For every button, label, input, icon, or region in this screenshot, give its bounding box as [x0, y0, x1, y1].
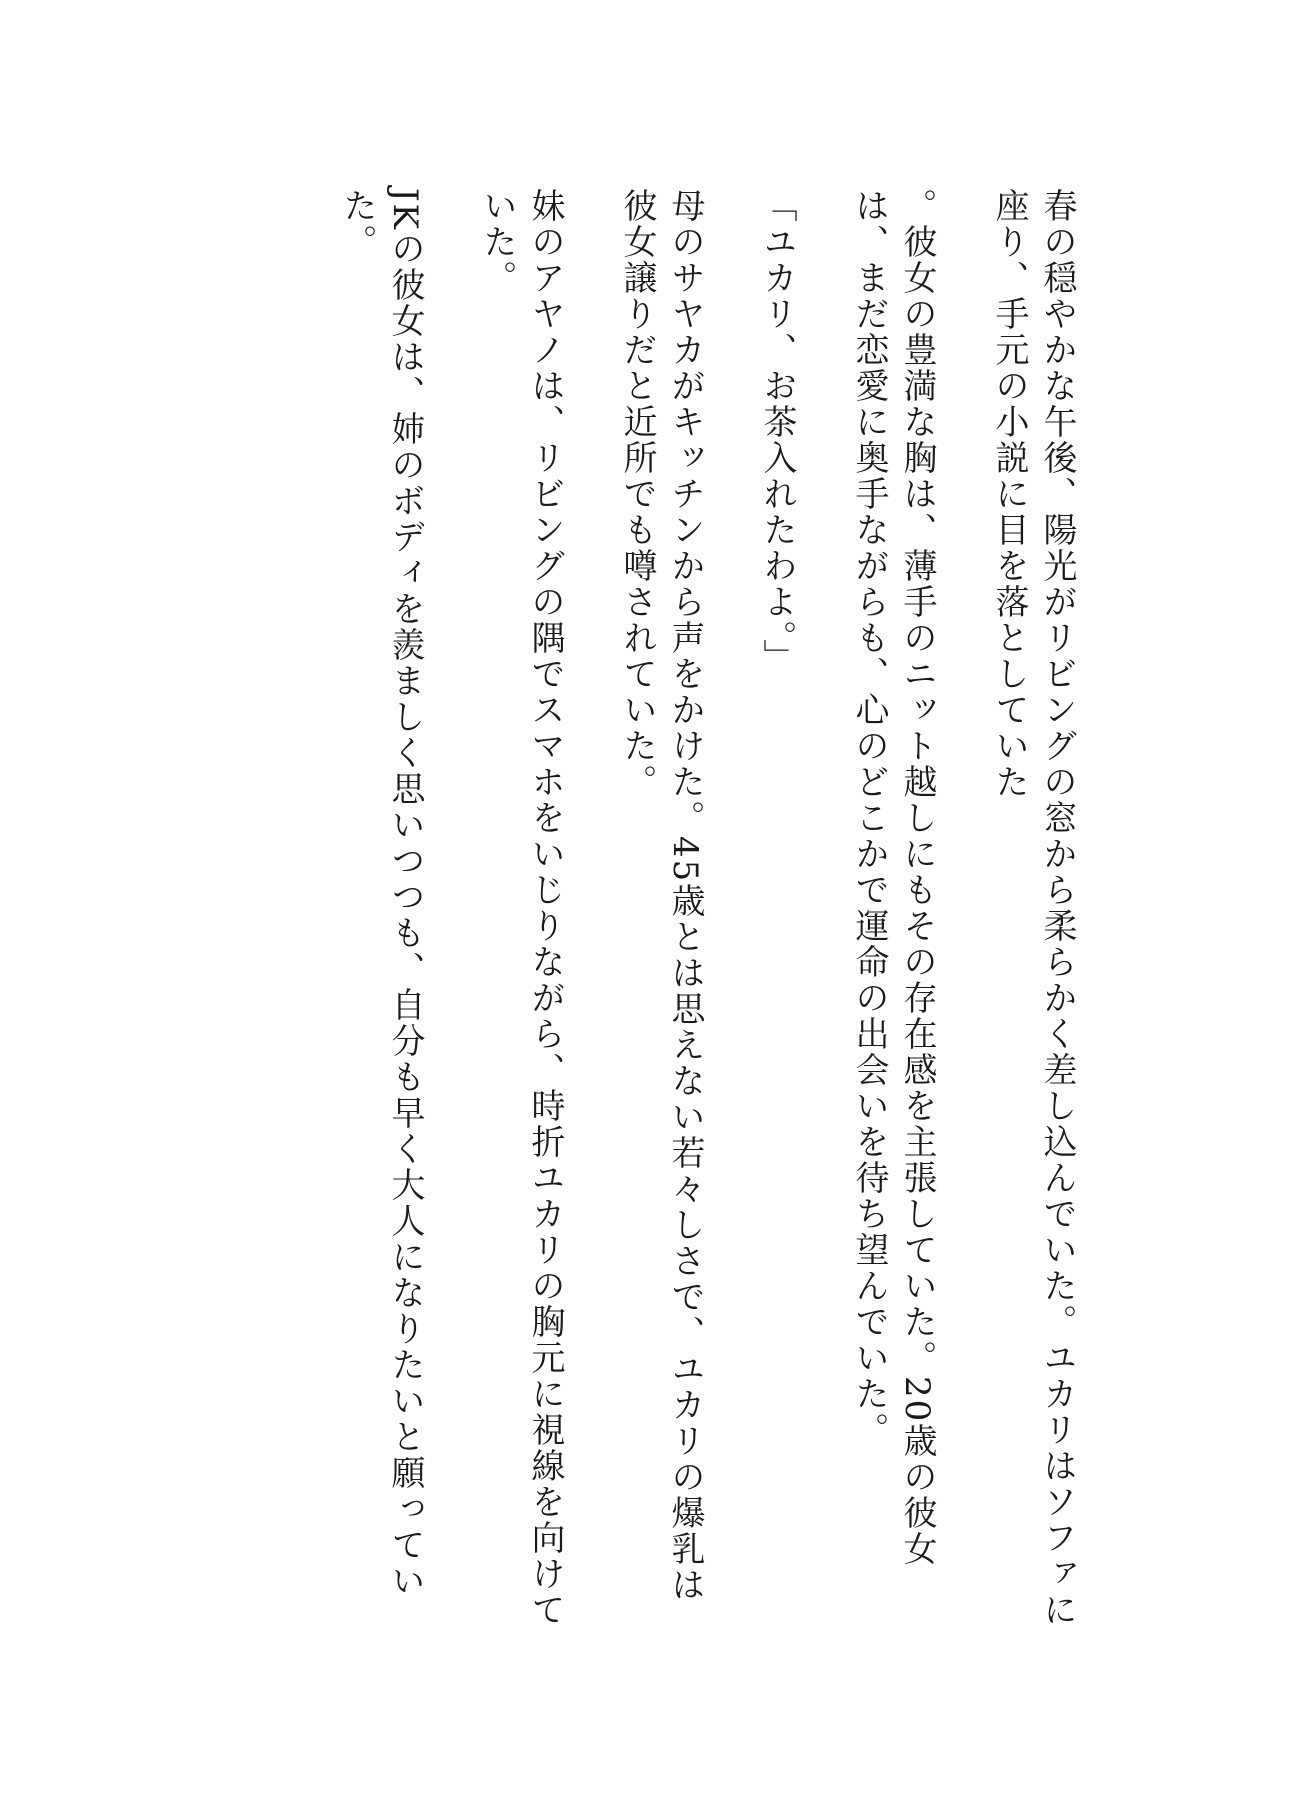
paragraph-6: JKの彼女は、姉のボディを羨ましく思いつつも、自分も早く大人になりたいと願っていた。: [337, 188, 425, 1600]
paragraph-1: 春の穏やかな午後、陽光がリビングの窓から柔らかく差し込んでいた。ユカリはソファに座り、手元の小説に目を落としていた: [989, 188, 1077, 1628]
paragraph-gap: [941, 188, 985, 189]
vertical-text-body: [333, 188, 1081, 1628]
paragraph-3-dialogue: 「ユカリ、お茶入れたわよ。」: [757, 188, 797, 675]
paragraph-5: 妹のアヤノは、リビングの隅でスマホをいじりながら、時折ユカリの胸元に視線を向けていた。: [477, 188, 565, 1628]
paragraph-gap: [569, 188, 613, 189]
paragraph-gap: [429, 188, 473, 189]
paragraph-2: 。彼女の豊満な胸は、薄手のニット越しにもその存在感を主張していた。20歳の彼女は、まだ恋愛に奥手ながらも、心のどこかで運命の出会いを待ち望んでいた。: [849, 188, 937, 1568]
paragraph-gap: [801, 188, 845, 189]
paragraph-gap: [709, 188, 753, 189]
paragraph-4: 母のサヤカがキッチンから声をかけた。45歳とは思えない若々しさで、ユカリの爆乳は彼女譲りだと近所でも噂されていた。: [617, 188, 705, 1604]
